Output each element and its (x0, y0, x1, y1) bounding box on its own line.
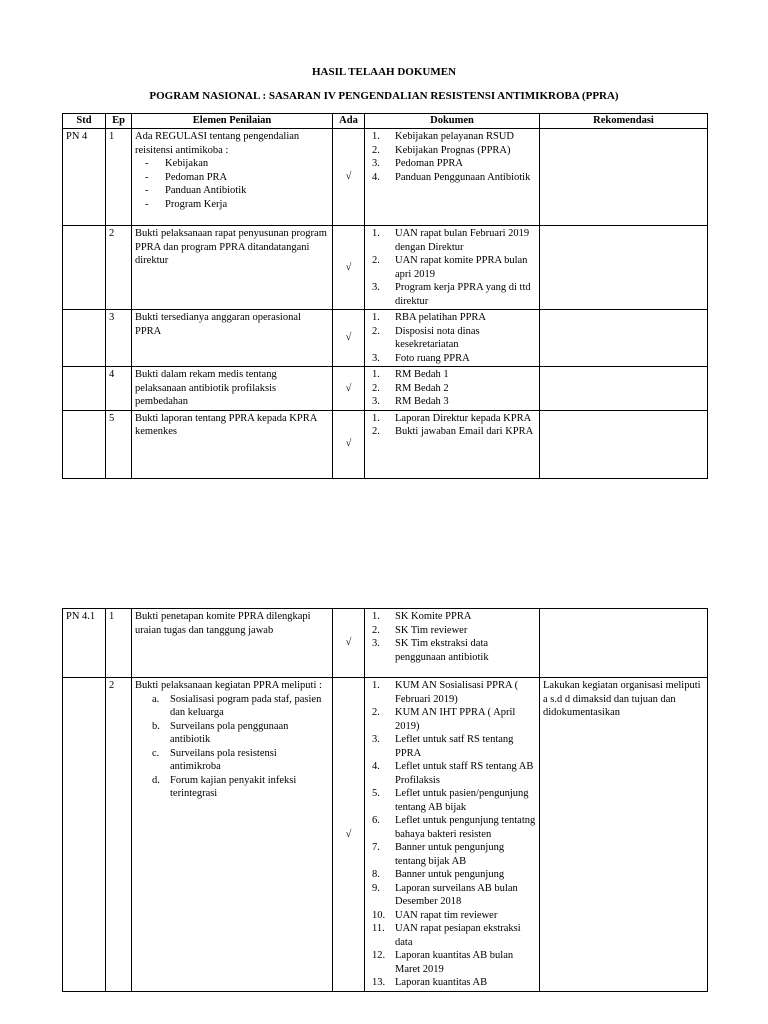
table-row (63, 367, 708, 411)
assessment-table-2 (62, 608, 708, 992)
cell-std (63, 678, 106, 992)
list-item: 1. Laporan Direktur kepada KPRA (372, 412, 532, 424)
cell-std (63, 367, 106, 411)
cell-rekomendasi: Lakukan kegiatan organisasi meliputi a s.d d dimaksid dan tujuan dan didokumentasikan (540, 678, 708, 992)
cell-elemen: Bukti pelaksanaan rapat penyusunan program PPRA dan program PPRA ditandatangani direktur (132, 226, 333, 310)
cell-ada-check: √ (333, 609, 365, 678)
table-header-row (63, 114, 708, 129)
elemen-text: Bukti pelaksanaan kegiatan PPRA meliputi : (135, 680, 322, 691)
list-item: 12. Laporan kuantitas AB bulan Maret 2019 (372, 950, 514, 975)
cell-std (63, 310, 106, 367)
list-item: 1. RBA pelatihan PPRA (372, 312, 487, 323)
list-item: 1. KUM AN Sosialisasi PPRA ( Februari 2019) (372, 680, 519, 705)
list-item: 7. Banner untuk pengunjung tentang bijak AB (372, 842, 505, 867)
cell-ada-check: √ (333, 678, 365, 992)
sub-item: - Program Kerja (145, 198, 329, 212)
list-item: 3. Pedoman PPRA (372, 158, 463, 169)
cell-rekomendasi (540, 367, 708, 411)
sub-item: - Panduan Antibiotik (145, 184, 329, 198)
list-item: 1. RM Bedah 1 (372, 369, 449, 380)
cell-elemen: Bukti laporan tentang PPRA kepada KPRA kemenkes (132, 410, 333, 478)
list-item: 11. UAN rapat pesiapan ekstraksi data (372, 923, 521, 948)
cell-ep: 1 (106, 609, 132, 678)
cell-ep: 2 (106, 678, 132, 992)
header-std: Std (63, 114, 106, 129)
cell-std (63, 410, 106, 478)
cell-std (63, 226, 106, 310)
table-row (63, 310, 708, 367)
dokumen-list (368, 610, 536, 664)
cell-rekomendasi (540, 226, 708, 310)
list-item: 4. Leflet untuk staff RS tentang AB Profilaksis (372, 761, 534, 786)
list-item: 1. UAN rapat bulan Februari 2019 dengan Direktur (372, 228, 530, 253)
list-item: 2. RM Bedah 2 (372, 382, 449, 394)
dokumen-list (368, 311, 536, 365)
cell-elemen (132, 129, 333, 226)
table-row (63, 678, 708, 992)
table-row (63, 410, 708, 478)
list-item: 6. Leflet untuk pengunjung tentatng bahaya bakteri resisten (372, 815, 536, 840)
cell-dokumen (365, 678, 540, 992)
list-item: 8. Banner untuk pengunjung (372, 869, 505, 880)
cell-rekomendasi (540, 410, 708, 478)
cell-dokumen (365, 410, 540, 478)
list-item: 3. Program kerja PPRA yang di ttd direktur (372, 282, 531, 307)
cell-elemen: Bukti penetapan komite PPRA dilengkapi uraian tugas dan tanggung jawab (132, 609, 333, 678)
cell-rekomendasi (540, 310, 708, 367)
assessment-table-1 (62, 113, 708, 479)
list-item: 1. Kebijakan pelayanan RSUD (372, 131, 514, 142)
list-item: 1. SK Komite PPRA (372, 611, 472, 622)
list-item: 3. Leflet untuk satf RS tentang PPRA (372, 734, 514, 759)
header-dokumen: Dokumen (365, 114, 540, 129)
list-item: a. Sosialisasi pogram pada staf, pasien dan keluarga (152, 693, 322, 718)
list-item: 10. UAN rapat tim reviewer (372, 909, 498, 921)
cell-ada-check: √ (333, 226, 365, 310)
table-row (63, 609, 708, 678)
header-ada: Ada (333, 114, 365, 129)
elemen-text: Ada REGULASI tentang pengendalian reisitensi antimikoba : (135, 131, 300, 156)
dokumen-list (368, 679, 536, 990)
sub-item-list (135, 157, 329, 211)
list-item: 4. Panduan Penggunaan Antibiotik (372, 171, 531, 183)
list-item: b. Surveilans pola penggunaan antibiotik (152, 720, 289, 745)
document-subtitle: POGRAM NASIONAL : SASARAN IV PENGENDALIAN RESISTENSI ANTIMIKROBA (PPRA) (149, 90, 619, 102)
cell-std: PN 4.1 (63, 609, 106, 678)
list-item: 2. SK Tim reviewer (372, 624, 468, 636)
cell-elemen (132, 678, 333, 992)
list-item: 3. RM Bedah 3 (372, 396, 449, 407)
cell-dokumen (365, 367, 540, 411)
cell-ada-check: √ (333, 367, 365, 411)
cell-ep: 3 (106, 310, 132, 367)
cell-dokumen (365, 310, 540, 367)
dokumen-list (368, 227, 536, 308)
header-ep: Ep (106, 114, 132, 129)
table-row (63, 226, 708, 310)
cell-rekomendasi (540, 609, 708, 678)
cell-ada-check: √ (333, 410, 365, 478)
sub-item: - Kebijakan (145, 157, 329, 171)
cell-dokumen (365, 129, 540, 226)
list-item: 5. Leflet untuk pasien/pengunjung tentang AB bijak (372, 788, 529, 813)
list-item: 2. Kebijakan Prognas (PPRA) (372, 144, 511, 156)
cell-ep: 2 (106, 226, 132, 310)
list-item: 2. Bukti jawaban Email dari KPRA (372, 426, 534, 437)
header-rekomendasi: Rekomendasi (540, 114, 708, 129)
list-item: 3. SK Tim ekstraksi data penggunaan antibiotik (372, 638, 489, 663)
header-elemen: Elemen Penilaian (132, 114, 333, 129)
cell-dokumen (365, 609, 540, 678)
document-title: HASIL TELAAH DOKUMEN (311, 66, 457, 78)
list-item: 2. UAN rapat komite PPRA bulan apri 2019 (372, 255, 528, 280)
list-item: 9. Laporan surveilans AB bulan Desember 2018 (372, 882, 518, 907)
cell-ada-check: √ (333, 310, 365, 367)
list-item: c. Surveilans pola resistensi antimikroba (152, 747, 277, 772)
activity-list (135, 693, 329, 801)
table-row (63, 129, 708, 226)
cell-dokumen (365, 226, 540, 310)
dokumen-list (368, 130, 536, 184)
list-item: 13. Laporan kuantitas AB (372, 977, 488, 988)
list-item: 2. Disposisi nota dinas kesekretariatan (372, 325, 480, 350)
cell-ada-check: √ (333, 129, 365, 226)
list-item: d. Forum kajian penyakit infeksi terintegrasi (152, 774, 297, 799)
cell-elemen: Bukti tersedianya anggaran operasional PPRA (132, 310, 333, 367)
cell-elemen: Bukti dalam rekam medis tentang pelaksanaan antibiotik profilaksis pembedahan (132, 367, 333, 411)
cell-ep: 5 (106, 410, 132, 478)
cell-ep: 1 (106, 129, 132, 226)
cell-std: PN 4 (63, 129, 106, 226)
cell-ep: 4 (106, 367, 132, 411)
dokumen-list (368, 368, 536, 409)
dokumen-list (368, 412, 536, 439)
list-item: 3. Foto ruang PPRA (372, 352, 470, 364)
cell-rekomendasi (540, 129, 708, 226)
sub-item: - Pedoman PRA (145, 171, 329, 185)
list-item: 2. KUM AN IHT PPRA ( April 2019) (372, 707, 516, 732)
